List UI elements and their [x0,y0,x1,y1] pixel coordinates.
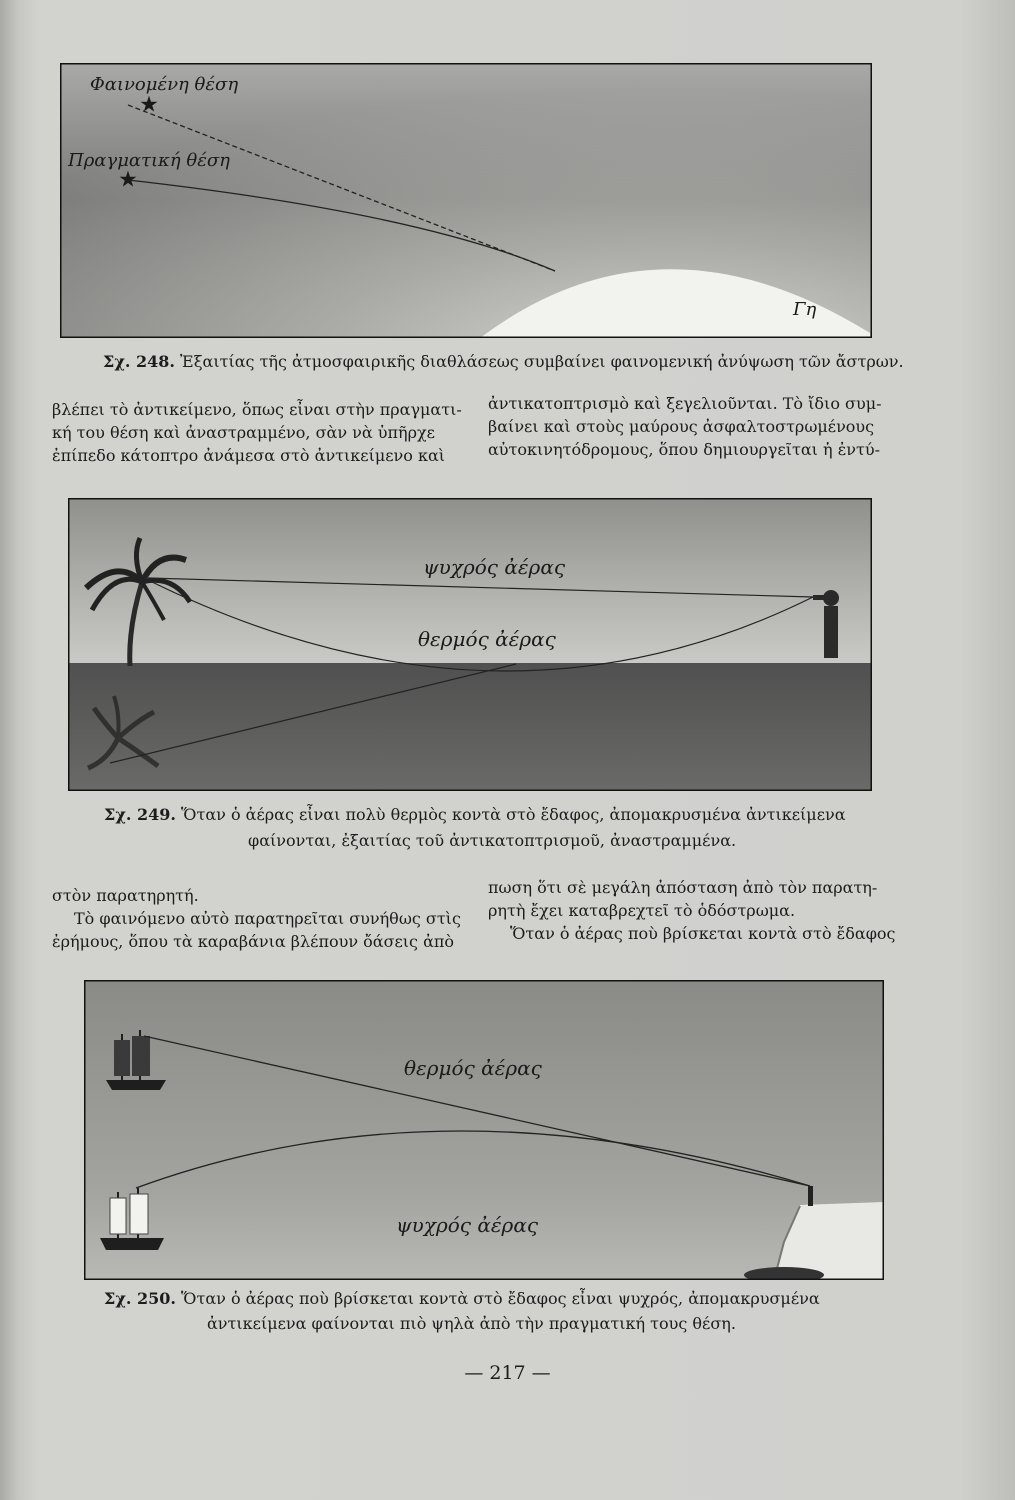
label-earth: Γη [793,299,817,320]
label-apparent-position: Φαινομένη θέση [90,74,239,95]
text-line: αὐτοκινητόδρομους, ὅπου δημιουργεῖται ἡ ἐντύ- [488,440,881,459]
caption-250-cont [207,1312,736,1336]
caption-249-line2: φαίνονται, ἐξαιτίας τοῦ ἀντικατοπτρισμοῦ, ἀναστραμμένα. [248,831,737,850]
caption-250-line2: ἀντικείμενα φαίνονται πιὸ ψηλὰ ἀπὸ τὴν πραγματική τους θέση. [207,1314,736,1333]
page-number: — 217 — [464,1362,551,1384]
figure-248 [60,63,872,338]
ground-area [68,663,872,791]
caption-248-text: Ἐξαιτίας τῆς ἀτμοσφαιρικῆς διαθλάσεως συμβαίνει φαινομενική ἀνύψωση τῶν ἄστρων. [180,352,904,371]
caption-250 [104,1287,820,1311]
text-block-1-left [52,398,462,467]
text-block-1-right [488,392,882,461]
figure-248-illustration [60,63,872,338]
text-block-2-left [52,884,461,953]
figure-249-illustration [68,498,872,791]
text-line: βλέπει τὸ ἀντικείμενο, ὅπως εἶναι στὴν πραγματι- [52,400,462,419]
label-hot-air: θερμός ἀέρας [404,1056,542,1080]
label-cold-air: ψυχρός ἀέρας [423,555,566,579]
text-line: Ὅταν ὁ ἀέρας ποὺ βρίσκεται κοντὰ στὸ ἔδαφος [510,924,896,943]
label-hot-air: θερμός ἀέρας [418,627,556,651]
apparent-star-icon: ★ [139,92,159,118]
text-block-2-right [488,876,896,945]
text-line: στὸν παρατηρητή. [52,886,199,905]
caption-248 [103,350,904,374]
observer-icon [808,1186,813,1206]
text-line: ρητὴ ἔχει καταβρεχτεῖ τὸ ὁδόστρωμα. [488,901,796,920]
text-line: ἀντικατοπτρισμὸ καὶ ξεγελιοῦνται. Τὸ ἴδιο συμ- [488,394,882,413]
text-line: πωση ὅτι σὲ μεγάλη ἀπόσταση ἀπὸ τὸν παρατη- [488,878,878,897]
caption-249-line1: Ὅταν ὁ ἀέρας εἶναι πολὺ θερμὸς κοντὰ στὸ ἔδαφος, ἀπομακρυσμένα ἀντικείμενα [181,805,846,824]
real-star-icon: ★ [118,167,138,193]
text-line: Τὸ φαινόμενο αὐτὸ παρατηρεῖται συνήθως στὶς [74,909,461,928]
figure-250 [84,980,884,1280]
caption-249-number: Σχ. 249. [104,805,176,824]
caption-248-number: Σχ. 248. [103,352,175,371]
text-line: κή του θέση καὶ ἀναστραμμένο, σὰν νὰ ὑπῆρχε [52,423,435,442]
caption-249-cont [248,829,736,853]
text-line: ἐρήμους, ὅπου τὰ καραβάνια βλέπουν ὄάσεις ἀπὸ [52,932,455,951]
caption-250-number: Σχ. 250. [104,1289,176,1308]
text-line: βαίνει καὶ στοὺς μαύρους ἀσφαλτοστρωμένους [488,417,875,436]
label-cold-air: ψυχρός ἀέρας [396,1213,539,1237]
label-real-position: Πραγματική θέση [68,150,230,171]
figure-249 [68,498,872,791]
figure-250-illustration [84,980,884,1280]
caption-250-line1: Ὅταν ὁ ἀέρας ποὺ βρίσκεται κοντὰ στὸ ἔδαφος εἶναι ψυχρός, ἀπομακρυσμένα [181,1289,820,1308]
text-line: ἐπίπεδο κάτοπτρο ἀνάμεσα στὸ ἀντικείμενο καὶ [52,446,446,465]
caption-249 [104,803,846,827]
